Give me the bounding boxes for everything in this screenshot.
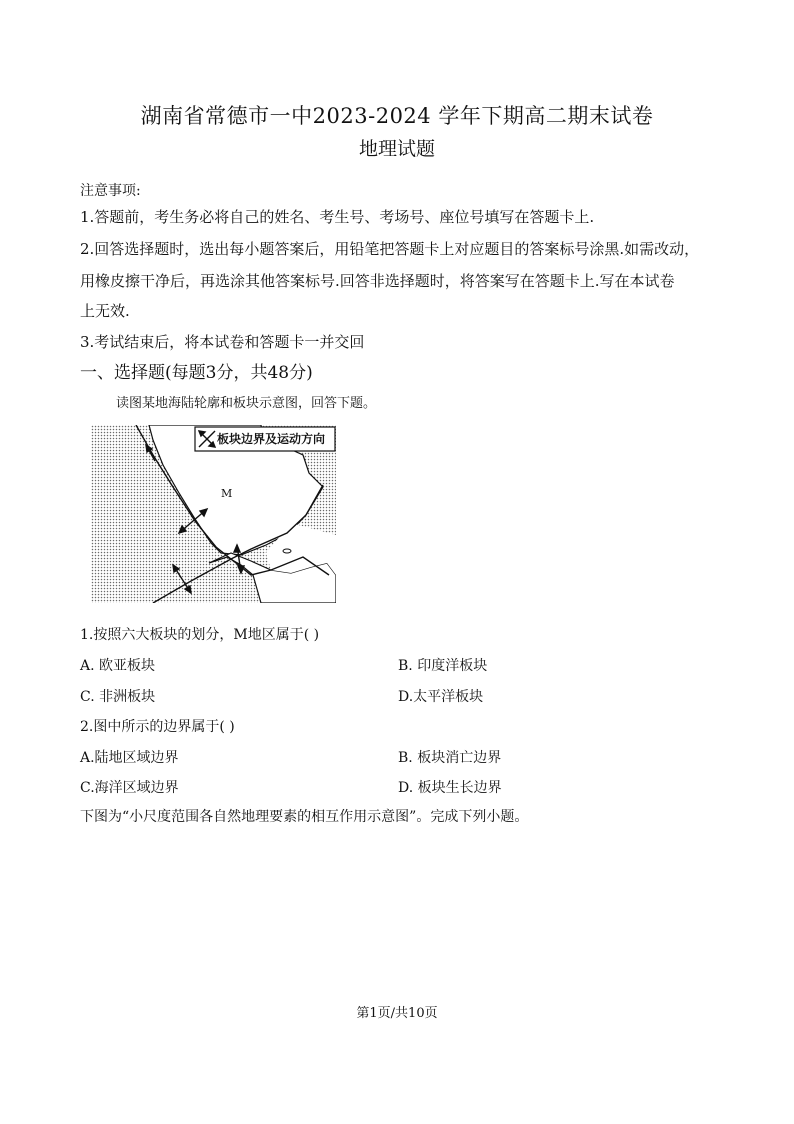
question-intro: 读图某地海陆轮廓和板块示意图，回答下题。 <box>116 396 377 411</box>
question-2-option-d[interactable]: D. 板块生长边界 <box>398 780 502 796</box>
question-2-option-b[interactable]: B. 板块消亡边界 <box>398 750 502 766</box>
note-line-2c: 上无效. <box>80 302 130 320</box>
question-2-option-a[interactable]: A.陆地区域边界 <box>80 750 179 766</box>
note-line-1: 1.答题前，考生务必将自己的姓名、考生号、考场号、座位号填写在答题卡上. <box>80 208 595 226</box>
note-line-2b: 用橡皮擦干净后，再选涂其他答案标号.回答非选择题时，将答案写在答题卡上.写在本试卷 <box>80 272 675 290</box>
legend-label: 板块边界及运动方向 <box>217 432 326 446</box>
question-1-option-d[interactable]: D.太平洋板块 <box>398 689 484 705</box>
exam-title: 湖南省常德市一中2023-2024 学年下期高二期末试卷 <box>140 104 654 128</box>
plate-boundary-map <box>91 425 336 603</box>
exam-subject: 地理试题 <box>358 138 435 160</box>
notes-heading: 注意事项: <box>80 183 141 199</box>
note-line-2a: 2.回答选择题时，选出每小题答案后，用铅笔把答题卡上对应题目的答案标号涂黑.如需改动， <box>80 240 700 258</box>
page-number: 第1页/共10页 <box>356 1006 438 1021</box>
question-2-stem: 2.图中所示的边界属于( ) <box>80 719 235 735</box>
question-1-option-a[interactable]: A. 欧亚板块 <box>80 658 156 674</box>
question-1-stem: 1.按照六大板块的划分，M地区属于( ) <box>80 627 320 643</box>
question-2-option-c[interactable]: C.海洋区域边界 <box>80 780 179 796</box>
note-line-3: 3.考试结束后，将本试卷和答题卡一并交回 <box>80 333 365 351</box>
island <box>283 549 291 553</box>
question-1-option-c[interactable]: C. 非洲板块 <box>80 689 156 705</box>
question-1-option-b[interactable]: B. 印度洋板块 <box>398 658 488 674</box>
region-label-m: M <box>221 487 233 500</box>
section-heading: 一、选择题(每题3分，共48分) <box>80 363 313 383</box>
next-question-intro: 下图为“小尺度范围各自然地理要素的相互作用示意图”。完成下列小题。 <box>80 809 529 825</box>
